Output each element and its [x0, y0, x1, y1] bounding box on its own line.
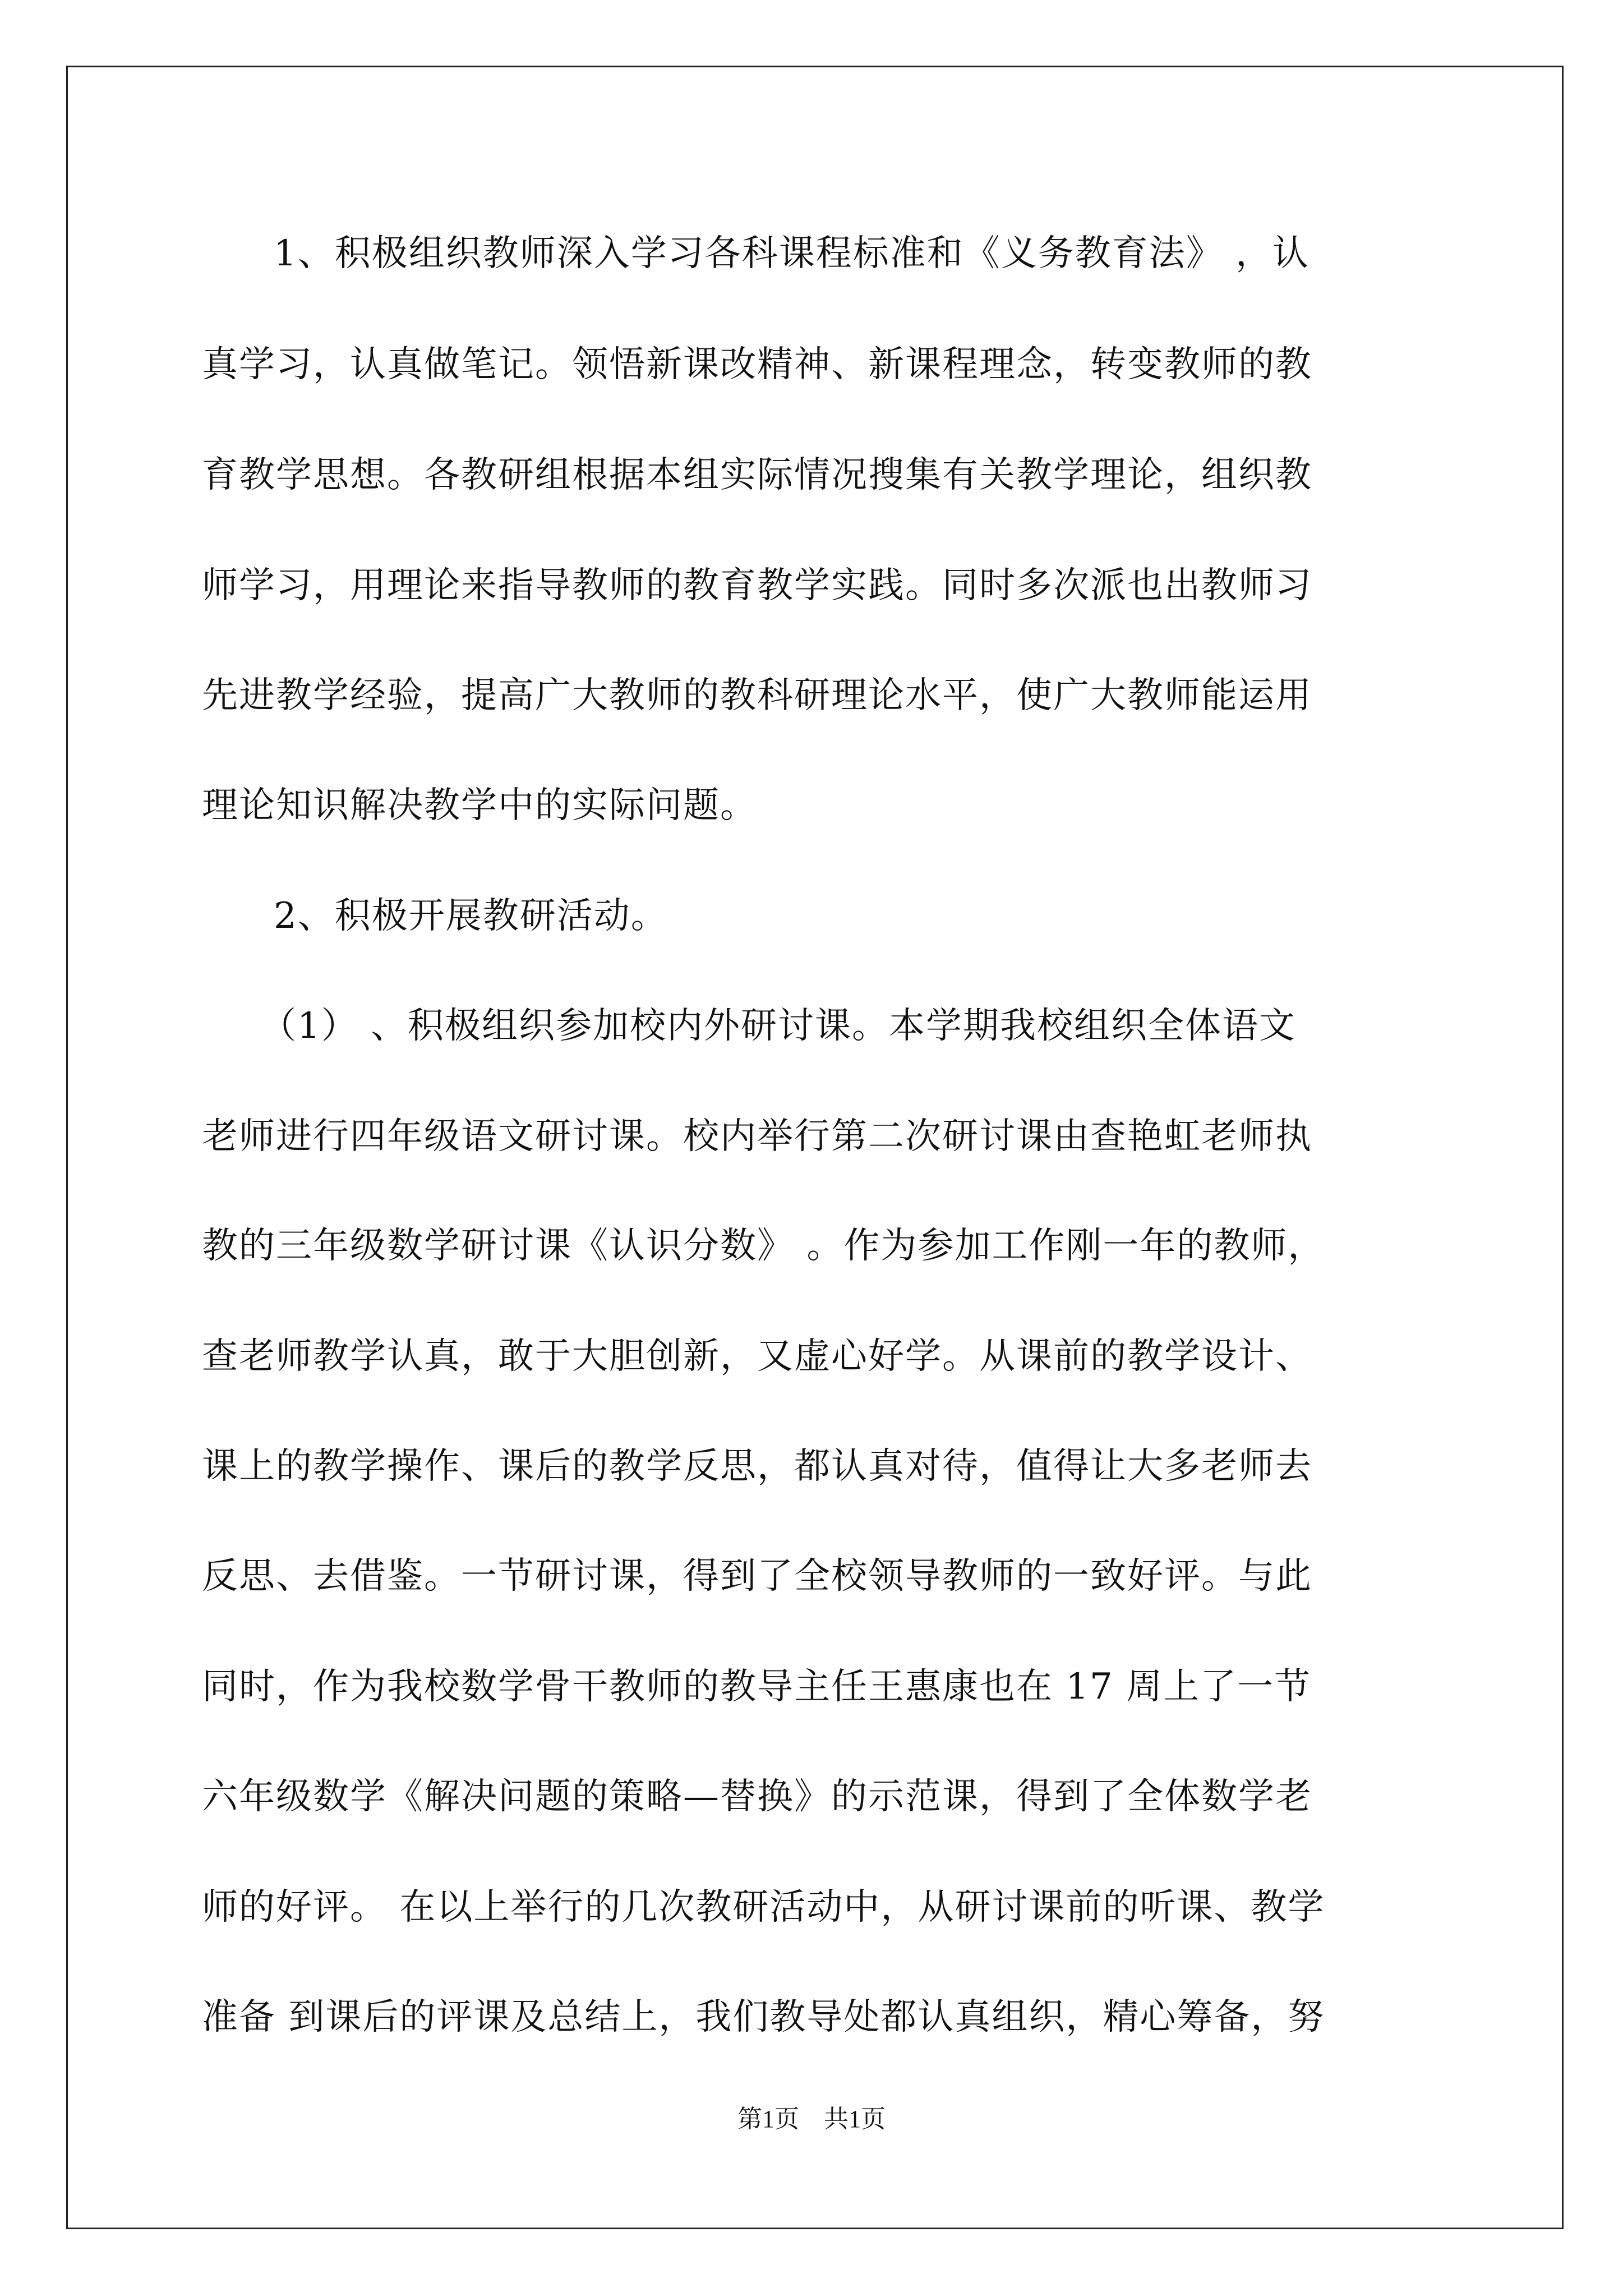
page-footer: 第1页 共1页	[737, 2105, 886, 2133]
paragraph-3-line-5: 课上的教学操作、课后的教学反思，都认真对待，值得让大多老师去	[202, 1446, 1312, 1487]
paragraph-3-line-1: （1） 、积极组织参加校内外研讨课。本学期我校组织全体语文	[260, 1005, 1297, 1047]
paragraph-3-line-6: 反思、去借鉴。一节研讨课，得到了全校领导教师的一致好评。与此	[202, 1556, 1312, 1597]
paragraph-1-line-3: 育教学思想。各教研组根据本组实际情况搜集有关教学理论，组织教	[202, 454, 1312, 496]
paragraph-3-line-2: 老师进行四年级语文研讨课。校内举行第二次研讨课由查艳虹老师执	[202, 1116, 1312, 1157]
paragraph-3-line-7: 同时，作为我校数学骨干教师的教导主任王惠康也在 17 周上了一节	[202, 1666, 1312, 1708]
paragraph-1-line-5: 先进教学经验，提高广大教师的教科研理论水平，使广大教师能运用	[202, 675, 1312, 716]
paragraph-3-line-9: 师的好评。 在以上举行的几次教研活动中，从研讨课前的听课、教学	[202, 1887, 1325, 1928]
paragraph-1-line-2: 真学习，认真做笔记。领悟新课改精神、新课程理念，转变教师的教	[202, 344, 1312, 385]
paragraph-1-line-4: 师学习，用理论来指导教师的教育教学实践。同时多次派也出教师习	[202, 565, 1312, 606]
paragraph-2-line-1: 2、积极开展教研活动。	[274, 895, 668, 937]
paragraph-3-line-4: 查老师教学认真，敢于大胆创新，又虚心好学。从课前的教学设计、	[202, 1336, 1312, 1377]
paragraph-3-line-10: 准备 到课后的评课及总结上，我们教导处都认真组织，精心筹备，努	[202, 1996, 1325, 2038]
paragraph-3-line-3: 教的三年级数学研讨课《认识分数》 。作为参加工作刚一年的教师，	[202, 1225, 1325, 1267]
paragraph-1-line-1: 1、积极组织教师深入学习各科课程标准和《义务教育法》 ，认	[274, 233, 1310, 274]
paragraph-3-line-8: 六年级数学《解决问题的策略—替换》的示范课，得到了全体数学老	[202, 1776, 1312, 1818]
paragraph-1-line-6: 理论知识解决教学中的实际问题。	[202, 785, 757, 826]
